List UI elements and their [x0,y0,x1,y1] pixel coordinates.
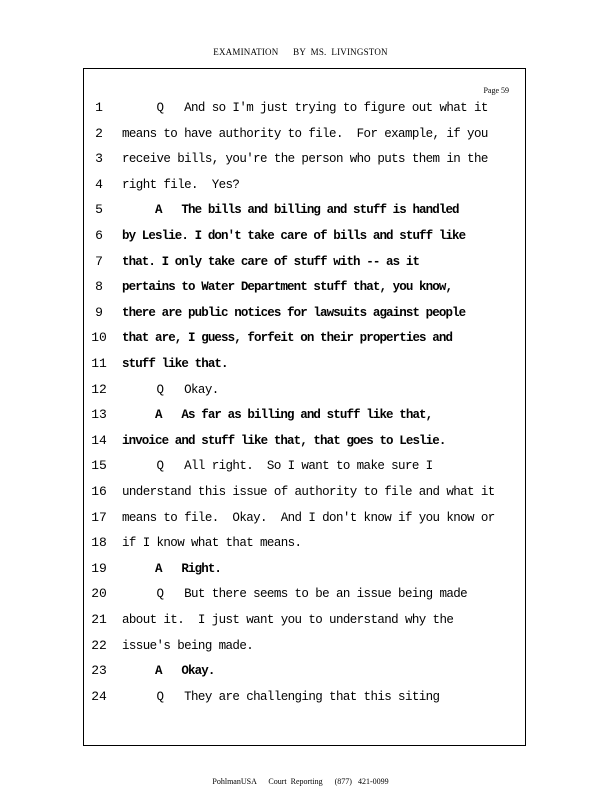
line-number: 21 [91,612,107,627]
line-number: 3 [95,151,103,167]
line-number: 12 [91,381,107,397]
line-number: 9 [95,304,103,320]
answer-text: stuff like that. [122,357,228,371]
answer-text: that are, I guess, forfeit on their properties and [122,331,453,346]
answer-text: there are public notices for lawsuits against people [122,305,466,320]
line-text: understand this issue of authority to file and what it [122,485,495,499]
transcript-line [0,586,601,612]
transcript-line [0,254,601,280]
line-number: 20 [91,586,107,602]
line-number: 17 [91,509,107,525]
line-number: 11 [91,356,107,371]
line-number: 14 [91,432,107,448]
line-number: 23 [91,663,107,679]
line-text: receive bills, you're the person who puts them in the [122,152,488,167]
transcript-line [0,382,601,408]
transcript-line [0,484,601,510]
answer-text: A Right. [122,561,222,576]
answer-text: A Okay. [122,664,215,679]
transcript-line [0,561,601,587]
line-number: 15 [91,458,107,474]
page-header: EXAMINATION BY MS. LIVINGSTON [213,47,388,57]
line-text: Q They are challenging that this siting [122,689,440,704]
page-number: Page 59 [483,86,509,95]
answer-text: pertains to Water Department stuff that, you know, [122,280,453,295]
transcript-line [0,458,601,484]
line-number: 13 [91,407,107,423]
transcript-line [0,202,601,228]
transcript-line [0,279,601,305]
answer-text: that. I only take care of stuff with -- as it [122,254,420,269]
line-text: Q But there seems to be an issue being made [122,587,468,602]
line-number: 24 [91,688,107,704]
line-text: means to have authority to file. For example, if you [122,126,488,141]
transcript-line [0,663,601,689]
transcript-line [0,330,601,356]
line-text: means to file. Okay. And I don't know if you know or [122,510,495,525]
line-number: 1 [95,100,103,115]
transcript-line [0,356,601,382]
line-number: 8 [95,279,103,295]
line-text: Q And so I'm just trying to figure out what it [122,101,488,115]
line-number: 22 [91,637,107,653]
line-text: if I know what that means. [122,536,302,551]
answer-text: invoice and stuff like that, that goes to Leslie. [122,433,446,448]
line-number: 5 [95,202,103,218]
line-number: 2 [95,125,103,141]
line-number: 10 [91,330,107,346]
line-number: 16 [91,484,107,499]
transcript-line [0,433,601,459]
answer-text: A As far as billing and stuff like that, [122,408,433,423]
line-number: 6 [95,228,103,243]
answer-text: A The bills and billing and stuff is handled [122,203,459,218]
transcript-line [0,228,601,254]
transcript-line [0,510,601,536]
transcript-line [0,535,601,561]
transcript-line [0,407,601,433]
answer-text: by Leslie. I don't take care of bills and stuff like [122,229,466,243]
line-text: Q Okay. [122,382,219,397]
transcript-line [0,100,601,126]
line-number: 7 [95,253,103,269]
transcript-line [0,126,601,152]
line-text: issue's being made. [122,638,254,653]
line-text: right file. Yes? [122,177,240,192]
transcript-line [0,689,601,715]
line-number: 19 [91,560,107,576]
line-text: Q All right. So I want to make sure I [122,459,433,474]
transcript-line [0,612,601,638]
line-number: 18 [91,535,107,551]
line-number: 4 [95,176,103,192]
line-text: about it. I just want you to understand why the [122,613,454,627]
transcript-line [0,151,601,177]
page-footer: PohlmanUSA Court Reporting (877) 421-0099 [212,777,389,786]
transcript-line [0,305,601,331]
transcript-line [0,177,601,203]
transcript-line [0,638,601,664]
